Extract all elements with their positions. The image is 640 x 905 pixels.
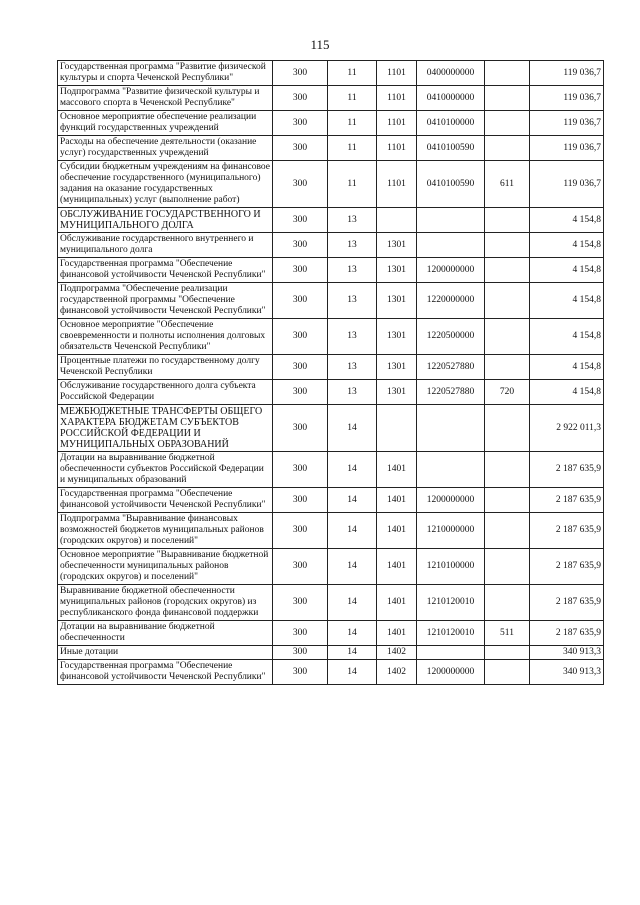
ministry-code: 300	[273, 283, 328, 319]
section-code: 13	[328, 208, 377, 233]
expense-type-code	[485, 513, 530, 549]
row-name: Процентные платежи по государственному долгу Чеченской Республики	[58, 355, 273, 380]
target-item-code: 1220527880	[417, 380, 485, 405]
table-row	[58, 549, 604, 585]
row-name: Государственная программа "Развитие физической культуры и спорта Чеченской Республики"	[58, 61, 273, 86]
subsection-code: 1101	[377, 61, 417, 86]
ministry-code: 300	[273, 233, 328, 258]
row-name: Государственная программа "Обеспечение финансовой устойчивости Чеченской Республики"	[58, 488, 273, 513]
subsection-code: 1301	[377, 355, 417, 380]
budget-table	[57, 60, 604, 685]
expense-type-code	[485, 585, 530, 621]
section-code: 14	[328, 488, 377, 513]
ministry-code: 300	[273, 452, 328, 488]
ministry-code: 300	[273, 660, 328, 685]
table-row	[58, 646, 604, 660]
table-row	[58, 452, 604, 488]
expense-type-code	[485, 355, 530, 380]
amount: 340 913,3	[530, 660, 604, 685]
ministry-code: 300	[273, 513, 328, 549]
subsection-code: 1301	[377, 319, 417, 355]
subsection-code: 1401	[377, 621, 417, 646]
target-item-code: 1220527880	[417, 355, 485, 380]
ministry-code: 300	[273, 111, 328, 136]
budget-table-body	[58, 61, 604, 685]
target-item-code: 0410000000	[417, 86, 485, 111]
ministry-code: 300	[273, 549, 328, 585]
subsection-code: 1402	[377, 646, 417, 660]
amount: 119 036,7	[530, 136, 604, 161]
section-code: 11	[328, 86, 377, 111]
section-code: 14	[328, 452, 377, 488]
ministry-code: 300	[273, 136, 328, 161]
section-code: 13	[328, 258, 377, 283]
table-row	[58, 405, 604, 452]
row-name: Основное мероприятие "Выравнивание бюджетной обеспеченности муниципальных районов (городских округов) и поселений"	[58, 549, 273, 585]
amount: 4 154,8	[530, 258, 604, 283]
target-item-code: 1200000000	[417, 660, 485, 685]
subsection-code: 1101	[377, 161, 417, 208]
expense-type-code	[485, 646, 530, 660]
section-code: 14	[328, 549, 377, 585]
target-item-code: 1200000000	[417, 488, 485, 513]
subsection-code: 1401	[377, 452, 417, 488]
expense-type-code	[485, 283, 530, 319]
target-item-code: 0410100000	[417, 111, 485, 136]
target-item-code: 1220000000	[417, 283, 485, 319]
amount: 4 154,8	[530, 283, 604, 319]
target-item-code: 1210120010	[417, 621, 485, 646]
amount: 2 922 011,3	[530, 405, 604, 452]
row-name: Государственная программа "Обеспечение финансовой устойчивости Чеченской Республики"	[58, 660, 273, 685]
amount: 2 187 635,9	[530, 452, 604, 488]
row-name: Обслуживание государственного внутреннего и муниципального долга	[58, 233, 273, 258]
expense-type-code	[485, 61, 530, 86]
subsection-code: 1301	[377, 258, 417, 283]
expense-type-code	[485, 111, 530, 136]
target-item-code	[417, 452, 485, 488]
row-name: Расходы на обеспечение деятельности (оказание услуг) государственных учреждений	[58, 136, 273, 161]
row-name: МЕЖБЮДЖЕТНЫЕ ТРАНСФЕРТЫ ОБЩЕГО ХАРАКТЕРА БЮДЖЕТАМ СУБЪЕКТОВ РОССИЙСКОЙ ФЕДЕРАЦИИ И МУНИЦИПАЛЬНЫХ ОБРАЗОВАНИЙ	[58, 405, 273, 452]
subsection-code: 1401	[377, 513, 417, 549]
row-name: Дотации на выравнивание бюджетной обеспеченности субъектов Российской Федерации и муниципальных образований	[58, 452, 273, 488]
amount: 2 187 635,9	[530, 513, 604, 549]
expense-type-code	[485, 319, 530, 355]
table-row	[58, 585, 604, 621]
subsection-code: 1401	[377, 585, 417, 621]
target-item-code	[417, 208, 485, 233]
table-row	[58, 355, 604, 380]
amount: 4 154,8	[530, 355, 604, 380]
section-code: 14	[328, 513, 377, 549]
row-name: Основное мероприятие обеспечение реализации функций государственных учреждений	[58, 111, 273, 136]
expense-type-code	[485, 549, 530, 585]
section-code: 14	[328, 646, 377, 660]
table-row	[58, 283, 604, 319]
row-name: Выравнивание бюджетной обеспеченности муниципальных районов (городских округов) из республиканского фонда финансовой поддержки	[58, 585, 273, 621]
section-code: 13	[328, 233, 377, 258]
table-row	[58, 161, 604, 208]
ministry-code: 300	[273, 405, 328, 452]
row-name: Дотации на выравнивание бюджетной обеспеченности	[58, 621, 273, 646]
amount: 4 154,8	[530, 319, 604, 355]
ministry-code: 300	[273, 488, 328, 513]
expense-type-code	[485, 233, 530, 258]
table-row	[58, 488, 604, 513]
amount: 119 036,7	[530, 111, 604, 136]
table-row	[58, 86, 604, 111]
section-code: 13	[328, 319, 377, 355]
row-name: Подпрограмма "Обеспечение реализации государственной программы "Обеспечение финансовой устойчивости Чеченской Республики"	[58, 283, 273, 319]
ministry-code: 300	[273, 208, 328, 233]
subsection-code: 1402	[377, 660, 417, 685]
ministry-code: 300	[273, 380, 328, 405]
subsection-code	[377, 405, 417, 452]
ministry-code: 300	[273, 621, 328, 646]
subsection-code: 1301	[377, 233, 417, 258]
subsection-code: 1401	[377, 488, 417, 513]
amount: 340 913,3	[530, 646, 604, 660]
amount: 2 187 635,9	[530, 621, 604, 646]
amount: 119 036,7	[530, 86, 604, 111]
subsection-code	[377, 208, 417, 233]
amount: 4 154,8	[530, 380, 604, 405]
subsection-code: 1101	[377, 136, 417, 161]
amount: 4 154,8	[530, 233, 604, 258]
table-row	[58, 233, 604, 258]
table-row	[58, 208, 604, 233]
row-name: Подпрограмма "Выравнивание финансовых возможностей бюджетов муниципальных районов (городских округов) и поселений"	[58, 513, 273, 549]
expense-type-code	[485, 452, 530, 488]
row-name: Подпрограмма "Развитие физической культуры и массового спорта в Чеченской Республике"	[58, 86, 273, 111]
ministry-code: 300	[273, 258, 328, 283]
section-code: 11	[328, 61, 377, 86]
section-code: 13	[328, 380, 377, 405]
expense-type-code	[485, 488, 530, 513]
table-row	[58, 319, 604, 355]
target-item-code	[417, 233, 485, 258]
table-row	[58, 380, 604, 405]
page-number: 115	[310, 37, 330, 52]
amount: 2 187 635,9	[530, 585, 604, 621]
table-row	[58, 513, 604, 549]
expense-type-code: 611	[485, 161, 530, 208]
row-name: ОБСЛУЖИВАНИЕ ГОСУДАРСТВЕННОГО И МУНИЦИПАЛЬНОГО ДОЛГА	[58, 208, 273, 233]
amount: 4 154,8	[530, 208, 604, 233]
target-item-code: 1210120010	[417, 585, 485, 621]
row-name: Субсидии бюджетным учреждениям на финансовое обеспечение государственного (муниципального) задания на оказание государственных (муниципальных) услуг (выполнение работ)	[58, 161, 273, 208]
section-code: 14	[328, 660, 377, 685]
amount: 2 187 635,9	[530, 549, 604, 585]
section-code: 14	[328, 621, 377, 646]
amount: 119 036,7	[530, 161, 604, 208]
ministry-code: 300	[273, 646, 328, 660]
table-row	[58, 660, 604, 685]
section-code: 13	[328, 355, 377, 380]
table-row	[58, 136, 604, 161]
row-name: Обслуживание государственного долга субъекта Российской Федерации	[58, 380, 273, 405]
section-code: 11	[328, 161, 377, 208]
expense-type-code	[485, 208, 530, 233]
expense-type-code	[485, 660, 530, 685]
target-item-code: 1200000000	[417, 258, 485, 283]
target-item-code: 0410100590	[417, 161, 485, 208]
target-item-code: 1220500000	[417, 319, 485, 355]
ministry-code: 300	[273, 161, 328, 208]
row-name: Основное мероприятие "Обеспечение своевременности и полноты исполнения долговых обязательств Чеченской Республики"	[58, 319, 273, 355]
target-item-code	[417, 405, 485, 452]
ministry-code: 300	[273, 86, 328, 111]
expense-type-code: 511	[485, 621, 530, 646]
target-item-code: 0400000000	[417, 61, 485, 86]
expense-type-code: 720	[485, 380, 530, 405]
target-item-code	[417, 646, 485, 660]
ministry-code: 300	[273, 355, 328, 380]
row-name: Государственная программа "Обеспечение финансовой устойчивости Чеченской Республики"	[58, 258, 273, 283]
section-code: 13	[328, 283, 377, 319]
ministry-code: 300	[273, 585, 328, 621]
section-code: 14	[328, 585, 377, 621]
section-code: 11	[328, 111, 377, 136]
subsection-code: 1401	[377, 549, 417, 585]
table-row	[58, 258, 604, 283]
amount: 119 036,7	[530, 61, 604, 86]
subsection-code: 1301	[377, 283, 417, 319]
expense-type-code	[485, 405, 530, 452]
section-code: 11	[328, 136, 377, 161]
expense-type-code	[485, 86, 530, 111]
target-item-code: 1210000000	[417, 513, 485, 549]
subsection-code: 1101	[377, 86, 417, 111]
amount: 2 187 635,9	[530, 488, 604, 513]
subsection-code: 1301	[377, 380, 417, 405]
ministry-code: 300	[273, 61, 328, 86]
target-item-code: 0410100590	[417, 136, 485, 161]
section-code: 14	[328, 405, 377, 452]
expense-type-code	[485, 258, 530, 283]
subsection-code: 1101	[377, 111, 417, 136]
expense-type-code	[485, 136, 530, 161]
table-row	[58, 61, 604, 86]
ministry-code: 300	[273, 319, 328, 355]
target-item-code: 1210100000	[417, 549, 485, 585]
table-row	[58, 621, 604, 646]
table-row	[58, 111, 604, 136]
row-name: Иные дотации	[58, 646, 273, 660]
